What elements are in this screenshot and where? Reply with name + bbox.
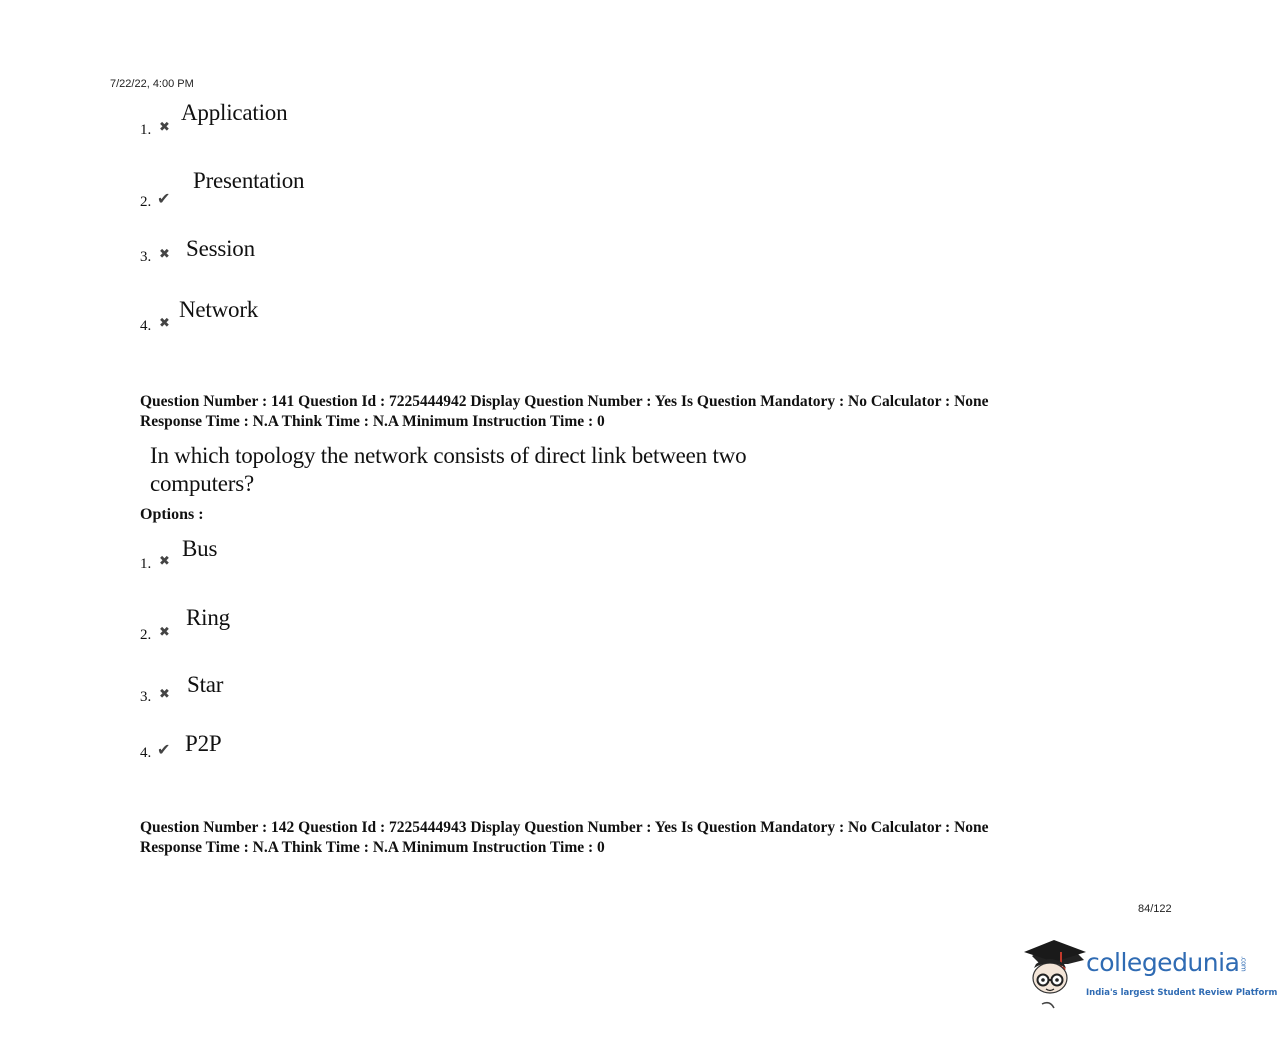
question-meta-line-1: Question Number : 142 Question Id : 7225444943 Display Question Number : Yes Is Question Mandatory : No Calculator : None	[140, 819, 989, 836]
option-text: Application	[181, 100, 288, 125]
brand-name	[1086, 948, 1247, 977]
option-text: Session	[186, 236, 255, 261]
options-label: Options :	[140, 506, 204, 523]
brand-text: collegedunia	[1086, 948, 1240, 977]
option-text: P2P	[185, 731, 222, 756]
question-line-1: In which topology the network consists of direct link between two	[150, 443, 747, 468]
option-number: 4.	[140, 318, 152, 334]
collegedunia-logo	[1024, 938, 1278, 1010]
option-number: 3.	[140, 249, 152, 265]
brand-suffix: .com	[1239, 956, 1248, 972]
page-number: 84/122	[1138, 903, 1172, 915]
brand-tagline: India's largest Student Review Platform	[1086, 988, 1278, 998]
option-text: Bus	[182, 536, 218, 561]
question-142-meta	[140, 818, 989, 858]
cross-icon: ✖	[159, 120, 170, 135]
cross-icon: ✖	[159, 625, 170, 640]
cross-icon: ✖	[159, 316, 170, 331]
option-number: 3.	[140, 689, 152, 705]
option-text: Ring	[186, 605, 230, 630]
option-text: Presentation	[193, 168, 305, 193]
option-number: 2.	[140, 194, 152, 210]
check-icon: ✔	[157, 740, 171, 759]
option-text: Network	[179, 297, 259, 322]
option-number: 4.	[140, 745, 152, 761]
question-141-text	[150, 442, 810, 498]
cross-icon: ✖	[159, 687, 170, 702]
question-141-meta	[140, 392, 989, 432]
question-meta-line-2: Response Time : N.A Think Time : N.A Minimum Instruction Time : 0	[140, 839, 605, 856]
question-meta-line-2: Response Time : N.A Think Time : N.A Minimum Instruction Time : 0	[140, 413, 605, 430]
question-meta-line-1: Question Number : 141 Question Id : 7225444942 Display Question Number : Yes Is Question Mandatory : No Calculator : None	[140, 393, 989, 410]
check-icon: ✔	[157, 189, 171, 208]
option-text: Star	[187, 672, 224, 697]
option-number: 1.	[140, 556, 152, 572]
mascot-icon	[1024, 938, 1086, 1010]
cross-icon: ✖	[159, 554, 170, 569]
print-timestamp: 7/22/22, 4:00 PM	[110, 78, 194, 90]
option-number: 1.	[140, 122, 152, 138]
option-number: 2.	[140, 627, 152, 643]
cross-icon: ✖	[159, 247, 170, 262]
question-line-2: computers?	[150, 471, 255, 496]
